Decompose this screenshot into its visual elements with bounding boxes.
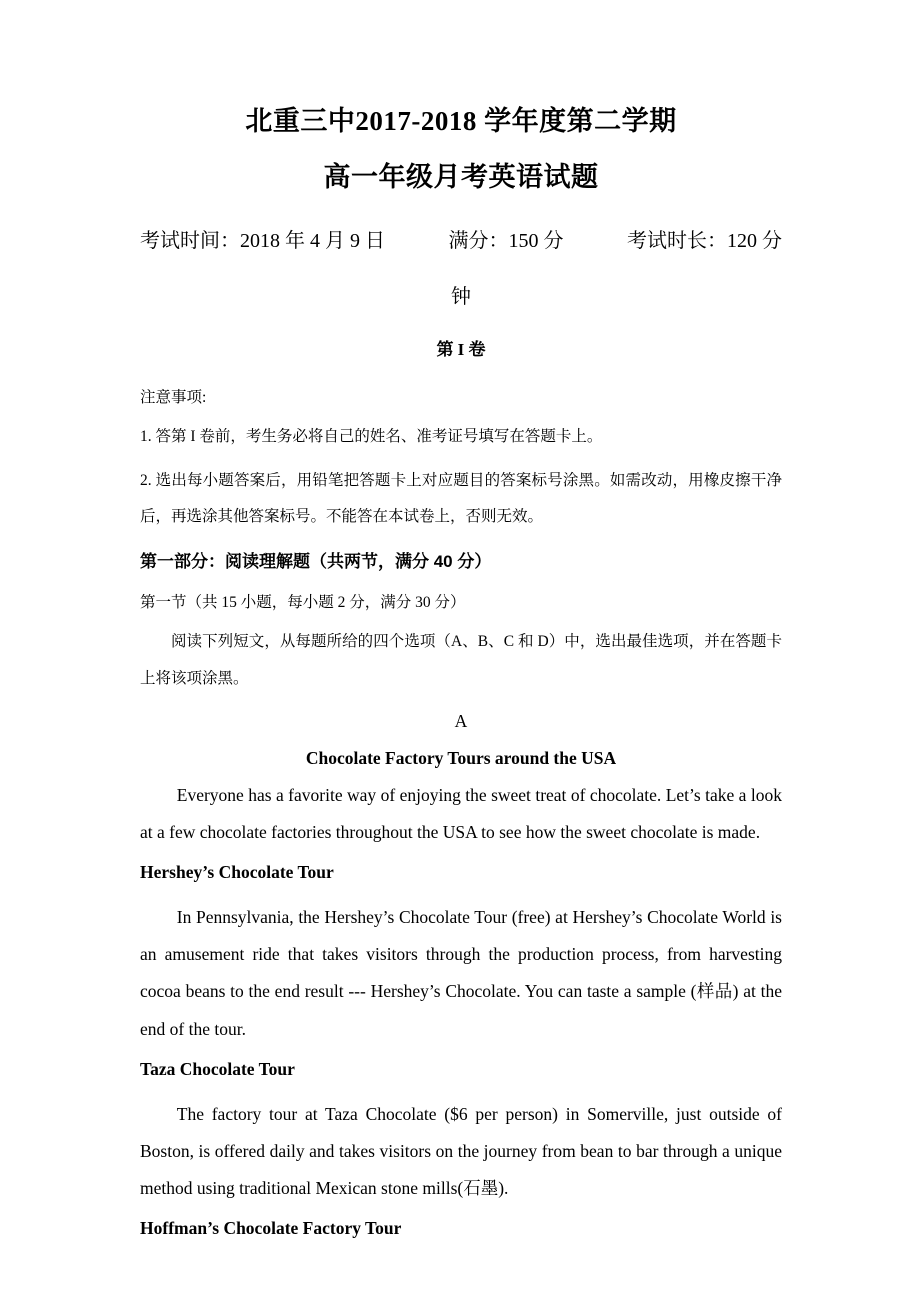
exam-info-row [140, 224, 782, 253]
exam-subtitle: 高一年级月考英语试题 [323, 162, 599, 193]
tour-section-hoffman [140, 1210, 782, 1247]
exam-duration-overflow: 钟 [451, 286, 471, 309]
exam-duration: 考试时长：120 分 [627, 230, 782, 253]
passage-intro-paragraph: Everyone has a favorite way of enjoying the sweet treat of chocolate. Let’s take a look at a few chocolate factories throughout the USA to see how the sweet chocolate is made. [140, 784, 782, 843]
notice-item-2: 2. 选出每小题答案后，用铅笔把答题卡上对应题目的答案标号涂黑。如需改动，用橡皮擦干净后，再选涂其他答案标号。不能答在本试卷上，否则无效。 [140, 471, 782, 525]
tour-paragraph: The factory tour at Taza Chocolate ($6 per person) in Somerville, just outside of Boston, is offered daily and takes visitors on the journey from bean to bar through a unique method using traditional Mexican stone mills(石墨). [140, 1103, 782, 1198]
notice-item-1: 1. 答第 I 卷前，考生务必将自己的姓名、准考证号填写在答题卡上。 [140, 428, 603, 446]
exam-full-score: 满分：150 分 [448, 230, 564, 253]
notice-title: 注意事项: [140, 389, 207, 407]
volume-heading: 第 I 卷 [436, 340, 486, 360]
tour-heading: Hoffman’s Chocolate Factory Tour [140, 1218, 402, 1238]
tour-section-hershey [140, 854, 782, 1047]
part1-heading: 第一部分：阅读理解题（共两节，满分 40 分） [140, 552, 492, 572]
reading-instructions: 阅读下列短文，从每题所给的四个选项（A、B、C 和 D）中，选出最佳选项，并在答题卡上将该项涂黑。 [140, 633, 782, 687]
tour-heading: Hershey’s Chocolate Tour [140, 862, 334, 883]
passage-title: Chocolate Factory Tours around the USA [305, 747, 617, 768]
tour-paragraph: In Pennsylvania, the Hershey’s Chocolate Tour (free) at Hershey’s Chocolate World is an amusement ride that takes visitors through the production process, from harvesting cocoa beans to the end result --- Hershey’s Chocolate. You can taste a sample (样品) at the end of the tour. [140, 907, 782, 1039]
passage-label: A [454, 710, 468, 731]
tour-heading: Taza Chocolate Tour [140, 1058, 295, 1079]
tour-section-taza [140, 1051, 782, 1207]
section1-heading: 第一节（共 15 小题，每小题 2 分，满分 30 分） [140, 594, 466, 612]
exam-title: 北重三中2017-2018 学年度第二学期 [245, 106, 677, 136]
exam-time: 考试时间：2018 年 4 月 9 日 [140, 230, 385, 253]
